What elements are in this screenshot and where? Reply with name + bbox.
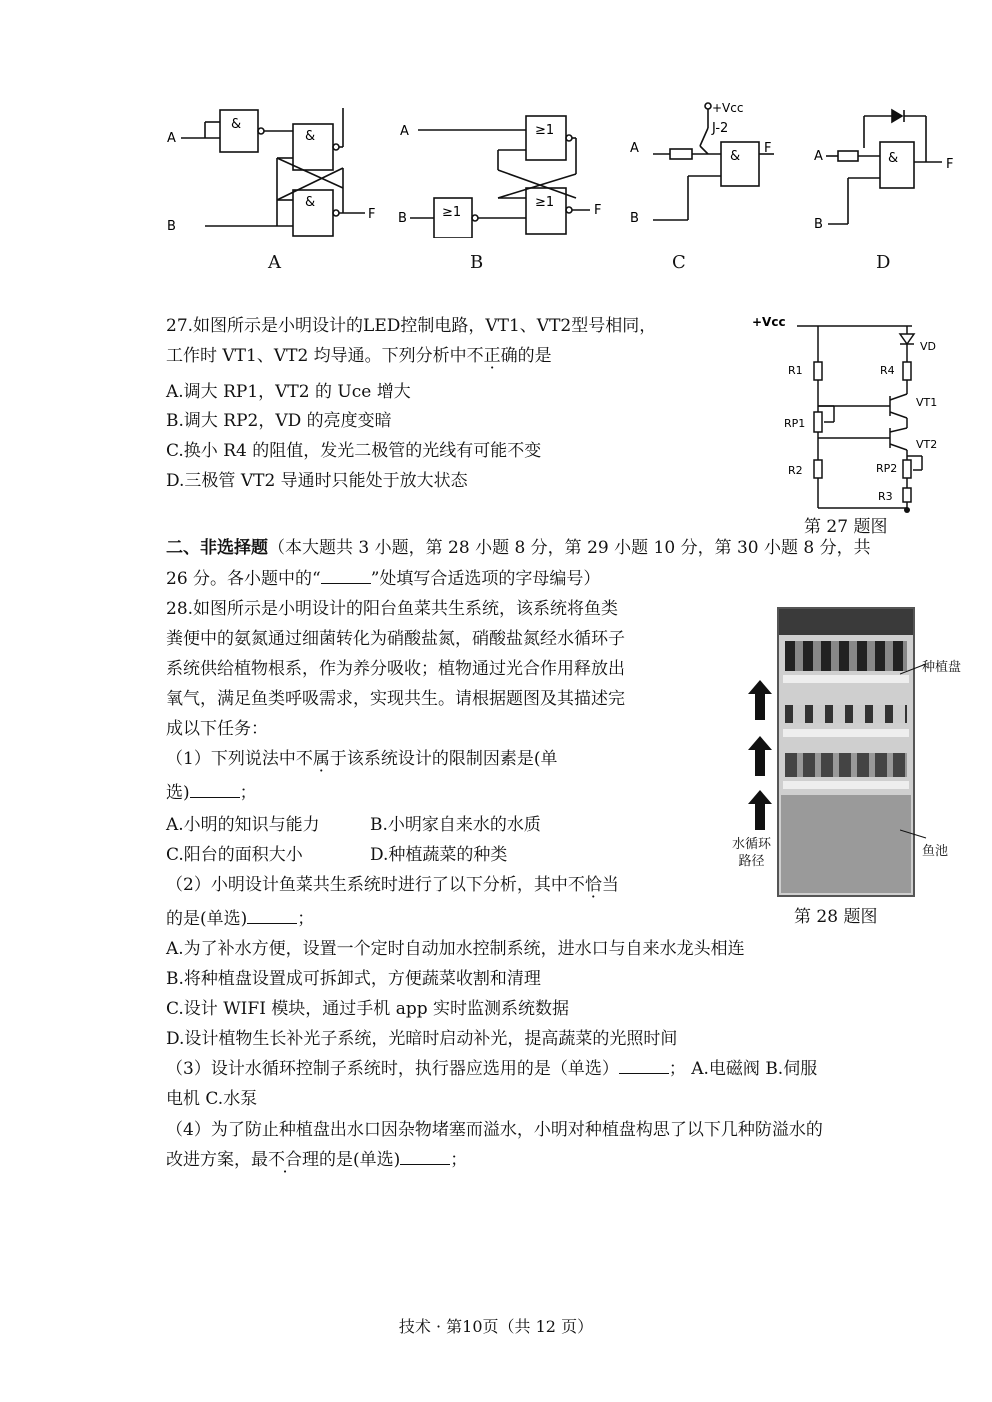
q28-aquaponics-photo	[777, 607, 915, 897]
q28-figure-caption: 第 28 题图	[794, 907, 878, 927]
svg-text:+Vcc: +Vcc	[712, 101, 744, 115]
svg-text:B: B	[167, 219, 176, 234]
figure-c-label: C	[672, 252, 686, 273]
q27-stem-line1: 27.如图所示是小明设计的LED控制电路，VT1、VT2型号相同，	[166, 316, 657, 336]
q28-part4-stem: （4）为了防止种植盘出水口因杂物堵塞而溢水，小明对种植盘构思了以下几种防溢水的	[166, 1120, 823, 1140]
q28-part4-stem-line2: 改进方案，最不合理的是(单选) ；	[166, 1150, 468, 1170]
q28-part2-option-b: B.将种植盘设置成可拆卸式，方便蔬菜收割和清理	[166, 969, 541, 989]
svg-text:A: A	[630, 141, 639, 156]
figure-a-label: A	[268, 252, 281, 273]
q28-part1-option-d: D.种植蔬菜的种类	[370, 845, 508, 865]
svg-text:&: &	[231, 117, 242, 132]
page-footer: 技术 · 第10页（共 12 页）	[398, 1317, 594, 1336]
svg-text:≥1: ≥1	[535, 195, 555, 210]
q28-part2-stem: （2）小明设计鱼菜共生系统时进行了以下分析，其中不恰当	[166, 875, 619, 895]
figure-d-diode-feedback-and	[812, 104, 962, 234]
q28-part3-stem: （3）设计水循环控制子系统时，执行器应选用的是（单选） ； A.电磁阀 B.伺服	[166, 1059, 818, 1079]
svg-text:≥1: ≥1	[535, 123, 555, 138]
svg-text:B: B	[814, 217, 823, 232]
svg-text:≥1: ≥1	[442, 205, 462, 220]
svg-text:F: F	[594, 203, 602, 218]
svg-text:B: B	[398, 211, 407, 226]
q28-part1-stem: （1）下列说法中不属于该系统设计的限制因素是(单	[166, 749, 558, 769]
q28-part1-option-a: A.小明的知识与能力	[166, 815, 320, 835]
water-path-label: 水循环 路径	[732, 837, 772, 869]
figure-d-label: D	[876, 252, 891, 273]
q28-part1-option-c: C.阳台的面积大小	[166, 845, 303, 865]
q28-intro-line5: 成以下任务：	[166, 719, 268, 739]
figure-a-cross-coupled-and	[165, 108, 385, 238]
svg-text:F: F	[764, 141, 772, 156]
q28-part2-stem-line2: 的是(单选) ；	[166, 909, 315, 929]
svg-text:RP1: RP1	[784, 417, 806, 430]
svg-text:&: &	[305, 129, 316, 144]
svg-text:R2: R2	[788, 464, 803, 477]
q28-part2-option-a: A.为了补水方便，设置一个定时自动加水控制系统，进水口与自来水龙头相连	[166, 939, 745, 959]
q28-part1-option-b: B.小明家自来水的水质	[370, 815, 541, 835]
q28-intro-line1: 28.如图所示是小明设计的阳台鱼菜共生系统，该系统将鱼类	[166, 599, 619, 619]
tray-label: 种植盘	[922, 660, 962, 675]
svg-text:F: F	[368, 207, 376, 222]
q27-option-b: B.调大 RP2，VD 的亮度变暗	[166, 411, 392, 431]
svg-text:B: B	[630, 211, 639, 226]
q28-part2-option-c: C.设计 WIFI 模块，通过手机 app 实时监测系统数据	[166, 999, 570, 1019]
svg-text:R1: R1	[788, 364, 803, 377]
q27-figure-caption: 第 27 题图	[804, 517, 888, 537]
svg-text:VT1: VT1	[916, 396, 938, 409]
svg-text:&: &	[305, 195, 316, 210]
water-flow-arrows-icon	[742, 680, 782, 840]
svg-text:R4: R4	[880, 364, 895, 377]
photo-leader-lines	[900, 660, 930, 850]
section2-header: 二、非选择题（本大题共 3 小题，第 28 小题 8 分，第 29 小题 10 分，第 30 小题 8 分，共	[166, 538, 871, 558]
section2-header-line2: 26 分。各小题中的“ ”处填写合适选项的字母编号）	[166, 569, 601, 589]
q27-option-d: D.三极管 VT2 导通时只能处于放大状态	[166, 471, 468, 491]
q28-intro-line3: 系统供给植物根系，作为养分吸收；植物通过光合作用释放出	[166, 659, 625, 679]
q27-stem-line2: 工作时 VT1、VT2 均导通。下列分析中不正确的是	[166, 346, 552, 366]
q28-part3-stem-line2: 电机 C.水泵	[166, 1089, 258, 1109]
svg-text:&: &	[730, 149, 741, 164]
fish-pond-label: 鱼池	[922, 844, 949, 859]
svg-text:VD: VD	[920, 340, 936, 353]
figure-b-cross-coupled-or	[398, 108, 613, 238]
svg-text:A: A	[167, 131, 176, 146]
q27-option-a: A.调大 RP1，VT2 的 Uce 增大	[166, 382, 411, 402]
svg-text:F: F	[946, 157, 954, 172]
q28-part1-stem-line2: 选) ；	[166, 783, 257, 803]
q28-intro-line4: 氧气，满足鱼类呼吸需求，实现共生。请根据题图及其描述完	[166, 689, 625, 709]
svg-text:&: &	[888, 151, 899, 166]
figure-b-label: B	[470, 252, 484, 273]
svg-text:+Vcc: +Vcc	[752, 315, 786, 329]
svg-text:VT2: VT2	[916, 438, 938, 451]
svg-text:J-2: J-2	[712, 121, 729, 136]
q27-option-c: C.换小 R4 的阻值，发光二极管的光线有可能不变	[166, 441, 542, 461]
svg-text:RP2: RP2	[876, 462, 898, 475]
q28-part2-option-d: D.设计植物生长补光子系统，光暗时启动补光，提高蔬菜的光照时间	[166, 1029, 678, 1049]
svg-text:A: A	[814, 149, 823, 164]
q28-intro-line2: 粪便中的氨氮通过细菌转化为硝酸盐氮，硝酸盐氮经水循环子	[166, 629, 625, 649]
svg-text:A: A	[400, 124, 409, 139]
q27-circuit-diagram	[752, 312, 952, 517]
figure-c-relay-and	[628, 98, 793, 238]
svg-text:R3: R3	[878, 490, 893, 503]
